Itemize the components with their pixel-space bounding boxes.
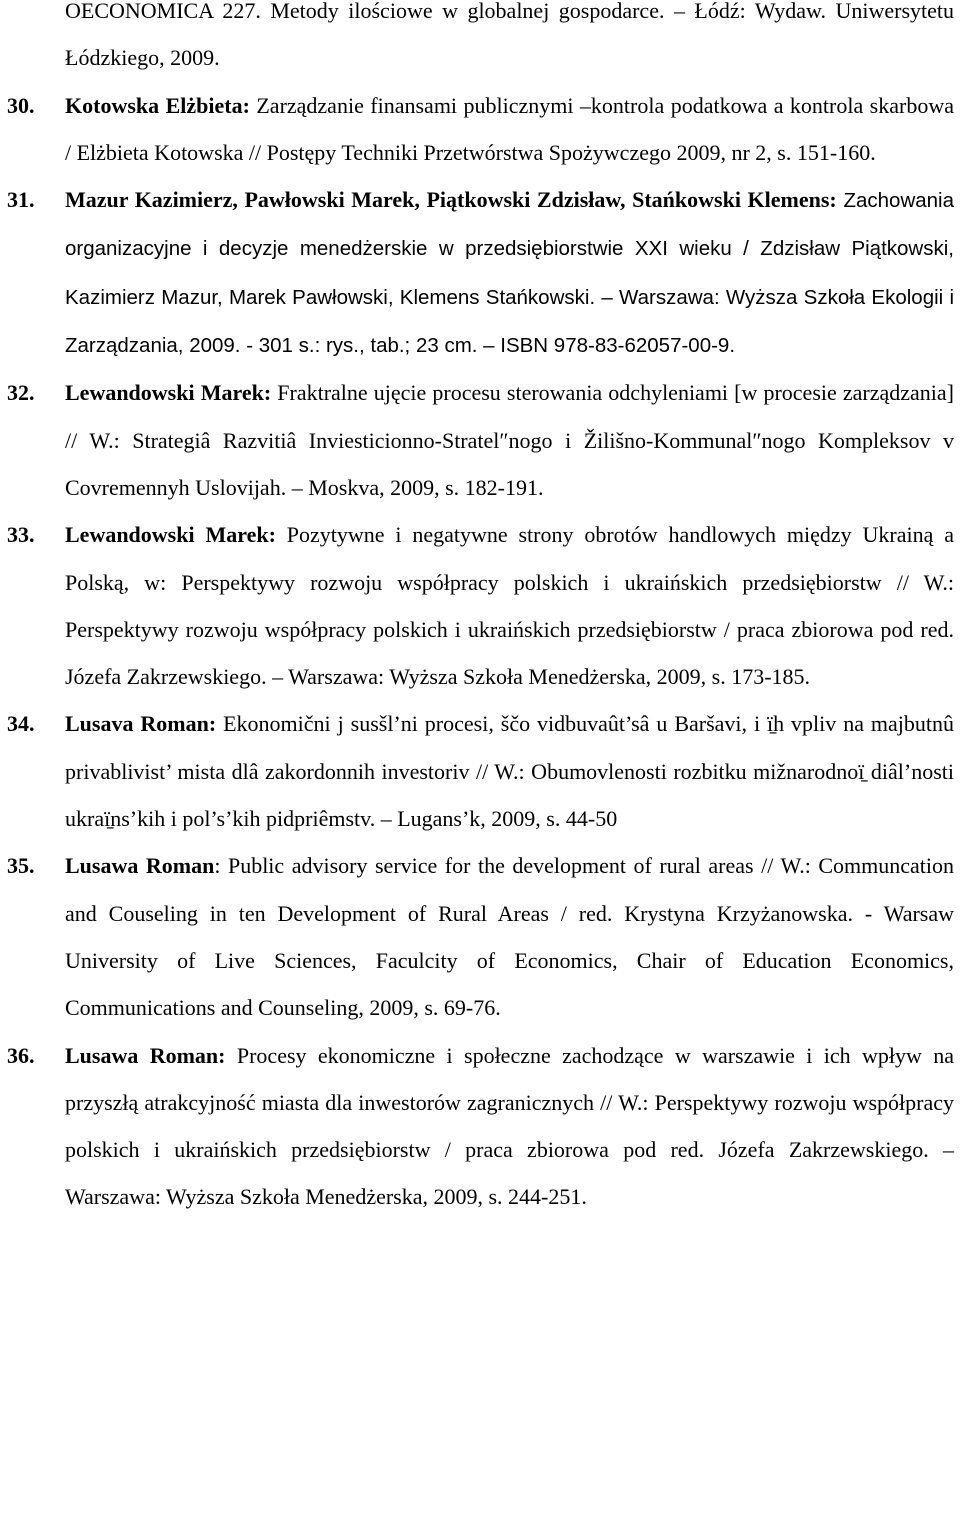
- entry-29-continuation: [0, 0, 960, 82]
- entry-32: [0, 369, 960, 511]
- entry-36: [0, 1032, 960, 1221]
- entry-text: : Public advisory service for the development of rural areas // W.: Communcation and Couseling in ten Development of Rural Areas / red. Krystyna Krzyżanowska. - Warsaw University of Live Sciences, Faculcity of Economics, Chair of Education Economics, Communications and Counseling, 2009, s. 69-76.: [65, 853, 954, 1021]
- entry-author: Kotowska Elżbieta:: [65, 92, 250, 118]
- entry-author: Lewandowski Marek:: [65, 380, 272, 406]
- entry-text: Ekonomični j susšl’ni procesi, ščo vidbuvaût’sâ u Baršavi, i ï̱h vpliv na majbutnû privablivist’ mista dlâ zakordonnih investoriv // W.: Obumovlenosti rozbitku mižnarodnoï̱ diâl’nosti ukraï̱ns’kih i pol’s’kih pidpriêmstv. – Lugans’k, 2009, s. 44-50: [65, 711, 954, 832]
- entry-31: [0, 176, 960, 369]
- entry-number: 34.: [7, 711, 35, 737]
- entry-author: Lusawa Roman: [65, 853, 215, 879]
- continuation-text: OECONOMICA 227. Metody ilościowe w globalnej gospodarce. – Łódź: Wydaw. Uniwersytetu Łódzkiego, 2009.: [65, 0, 954, 71]
- entry-number: 36.: [7, 1042, 35, 1068]
- entry-34: [0, 700, 960, 842]
- entry-number: 33.: [7, 522, 35, 548]
- entry-number: 32.: [7, 380, 35, 406]
- entry-number: 35.: [7, 853, 35, 879]
- entry-30: [0, 82, 960, 177]
- entry-text: Pozytywne i negatywne strony obrotów handlowych między Ukrainą a Polską, w: Perspektywy rozwoju współpracy polskich i ukraińskich przedsiębiorstw // W.: Perspektywy rozwoju współpracy polskich i ukraińskich przedsiębiorstw / praca zbiorowa pod red. Józefa Zakrzewskiego. – Warszawa: Wyższa Szkoła Menedżerska, 2009, s. 173-185.: [65, 522, 954, 690]
- entry-33: [0, 511, 960, 700]
- entry-text: Procesy ekonomiczne i społeczne zachodzące w warszawie i ich wpływ na przyszłą atrakcyjność miasta dla inwestorów zagranicznych // W.: Perspektywy rozwoju współpracy polskich i ukraińskich przedsiębiorstw / praca zbiorowa pod red. Józefa Zakrzewskiego. – Warszawa: Wyższa Szkoła Menedżerska, 2009, s. 244-251.: [65, 1042, 954, 1210]
- entry-author: Lewandowski Marek:: [65, 522, 276, 548]
- entry-text: Zarządzanie finansami publicznymi –kontrola podatkowa a kontrola skarbowa / Elżbieta Kotowska // Postępy Techniki Przetwórstwa Spożywczego 2009, nr 2, s. 151-160.: [65, 92, 954, 165]
- entry-author: Mazur Kazimierz, Pawłowski Marek, Piątkowski Zdzisław, Stańkowski Klemens:: [65, 187, 837, 213]
- entry-text: Fraktralne ujęcie procesu sterowania odchyleniami [w procesie zarządzania] // W.: Strategiâ Razvitiâ Inviesticionno-Stratel″nogo i Žilišno-Kommunal″nogo Kompleksov v Covremennyh Uslovijah. – Moskva, 2009, s. 182-191.: [65, 380, 954, 500]
- entry-number: 31.: [7, 187, 35, 213]
- entry-text: Zachowania organizacyjne i decyzje menedżerskie w przedsiębiorstwie XXI wieku / Zdzisław Piątkowski, Kazimierz Mazur, Marek Pawłowski, Klemens Stańkowski.: [65, 189, 955, 309]
- entry-author: Lusawa Roman:: [65, 1042, 226, 1068]
- entry-35: [0, 842, 960, 1031]
- entry-author: Lusava Roman:: [65, 711, 217, 737]
- entry-number: 30.: [7, 92, 35, 118]
- entry-publication-details: – Warszawa: Wyższa Szkoła Ekologii i Zarządzania, 2009. - 301 s.: rys., tab.; 23 cm. – ISBN 978-83-62057-00-9.: [65, 285, 955, 358]
